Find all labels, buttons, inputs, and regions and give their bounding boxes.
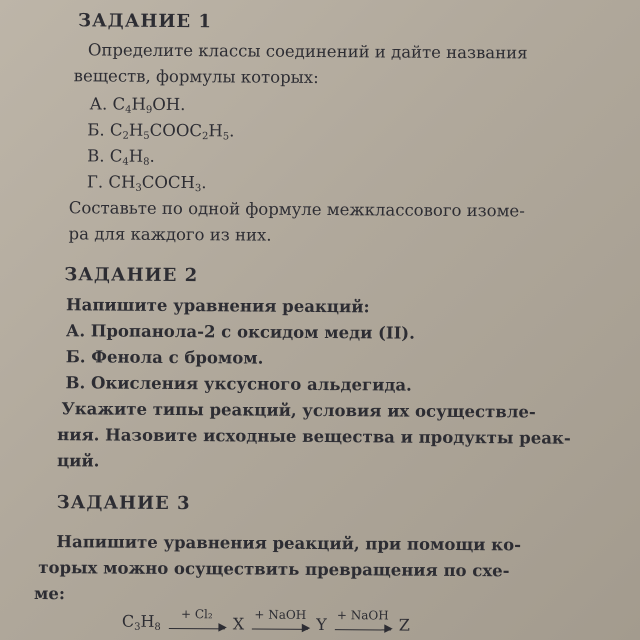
arrow-2 — [252, 607, 311, 634]
reaction-scheme — [121, 607, 410, 635]
task1-item-g — [87, 172, 207, 194]
scheme-y: Y — [316, 614, 327, 635]
task2-item-b: Б. Фенола с бромом. — [65, 347, 264, 368]
arrow-2-label: + NaOH — [254, 607, 307, 622]
task2-outro-line2: ния. Назовите исходные вещества и продукты реак- — [57, 425, 571, 448]
task2-item-a: А. Пропанола-2 с оксидом меди (II). — [65, 321, 415, 343]
arrow-head-icon: ▶ — [384, 621, 393, 635]
formula-c4h9oh: $C_4H_9OH$. — [112, 94, 186, 116]
arrow-3-line — [335, 629, 391, 631]
arrow-head-icon: ▶ — [301, 620, 311, 634]
task2-intro: Напишите уравнения реакций: — [66, 295, 370, 317]
formula-c4h8: $C_4H_8$. — [109, 146, 155, 168]
task3-line3: ме: — [34, 584, 66, 604]
task3-heading: ЗАДАНИЕ 3 — [56, 492, 191, 515]
formula-ester: $C_2H_5COOC_2H_5$. — [109, 120, 235, 143]
arrow-1-line — [169, 627, 225, 629]
task3-line1: Напишите уравнения реакций, при помощи ко- — [56, 532, 522, 555]
task1-item-a — [89, 94, 185, 116]
item-letter: Г. — [86, 172, 104, 192]
formula-acetone: $CH_3COCH_3$. — [108, 172, 207, 195]
task2-outro-line3: ций. — [56, 451, 100, 471]
item-letter: Б. — [87, 120, 105, 140]
task1-intro-line2: веществ, формулы которых: — [73, 66, 319, 87]
task2-outro-line1: Укажите типы реакций, условия их осуществле- — [61, 399, 536, 422]
task1-heading: ЗАДАНИЕ 1 — [78, 10, 212, 33]
scheme-x: X — [232, 614, 245, 634]
arrow-1-label: + Cl₂ — [180, 607, 213, 622]
item-letter: А. — [89, 94, 108, 114]
arrow-head-icon: ▶ — [218, 620, 227, 634]
task1-item-b — [87, 120, 234, 142]
task1-intro-line1: Определите классы соединений и дайте названия — [87, 40, 528, 63]
arrow-2-line — [252, 628, 308, 630]
arrow-3-label: + NaOH — [336, 608, 389, 623]
arrow-3 — [335, 608, 393, 635]
scheme-start: $C_3H_8$ — [121, 611, 161, 633]
task2-heading: ЗАДАНИЕ 2 — [64, 264, 199, 287]
task2-item-v: В. Окисления уксусного альдегида. — [65, 373, 412, 395]
task1-outro-line1: Составьте по одной формуле межклассового изоме- — [68, 198, 525, 221]
task1-outro-line2: ра для каждого из них. — [68, 224, 272, 245]
task1-item-v — [87, 146, 155, 167]
arrow-1 — [169, 607, 227, 634]
scheme-z: Z — [398, 615, 410, 635]
item-letter: В. — [87, 146, 105, 166]
task3-line2: торых можно осуществить превращения по схе- — [38, 558, 510, 581]
